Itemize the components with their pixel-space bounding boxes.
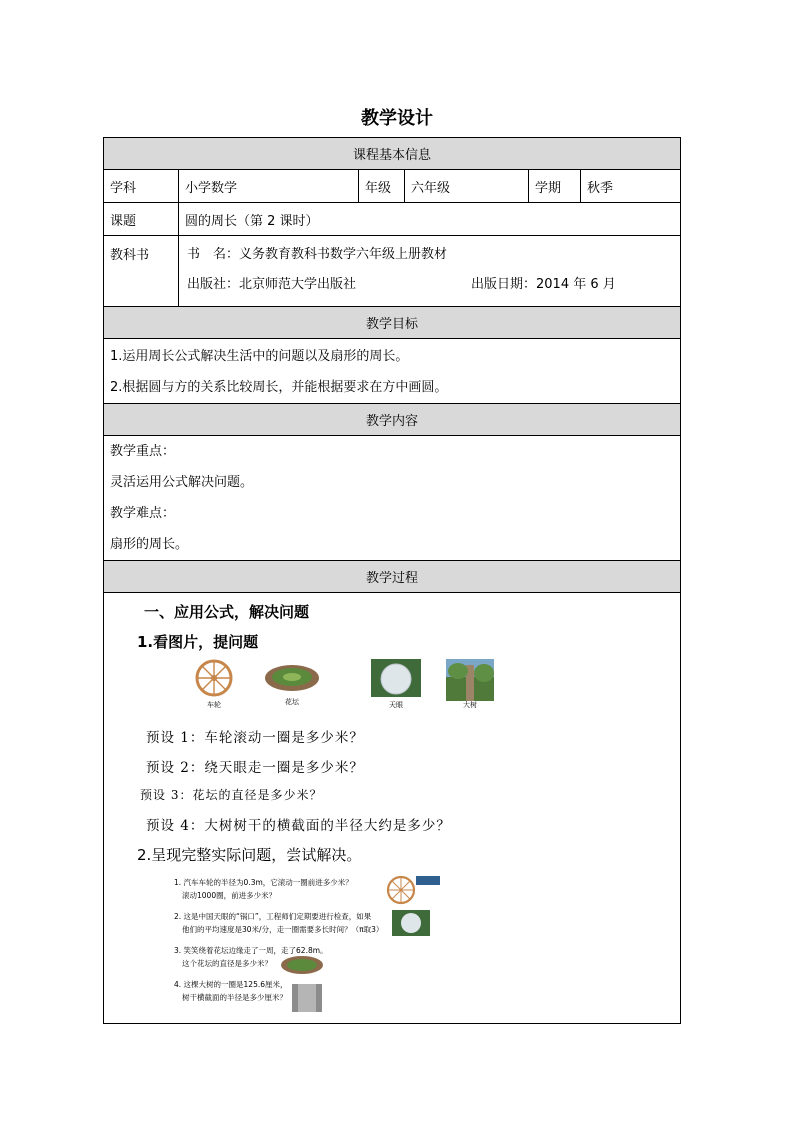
- page-title: 教学设计: [361, 108, 433, 129]
- difficulty-label: 教学难点：: [110, 506, 176, 521]
- caption-tree: 大树: [463, 701, 477, 709]
- grade-value: 六年级: [405, 170, 529, 203]
- topic-value: 圆的周长（第 2 课时）: [179, 203, 681, 236]
- textbook-info: [179, 236, 681, 307]
- wheel-icon: [194, 658, 234, 698]
- section-heading: 一、应用公式，解决问题: [144, 603, 310, 621]
- textbook-label: 教科书: [104, 236, 179, 307]
- textbook-name: 书 名：义务教育教科书数学六年级上册教材: [187, 247, 448, 262]
- problem-line: 2. 这是中国天眼的“锅口”，工程师们定期要进行检查，如果: [174, 912, 372, 921]
- key-point-label: 教学重点：: [110, 444, 176, 459]
- problem-line: 1. 汽车车轮的半径为0.3m，它滚动一圈前进多少米？: [174, 878, 353, 887]
- publish-date: 出版日期：2014 年 6 月: [471, 277, 616, 292]
- problem-line: 滚动1000圈，前进多少米？: [182, 891, 277, 900]
- term-value: 秋季: [581, 170, 681, 203]
- caption-flower-bed: 花坛: [285, 698, 299, 706]
- content-body: [104, 436, 681, 561]
- lesson-plan-table: [103, 137, 681, 1024]
- subject-value: 小学数学: [179, 170, 359, 203]
- grade-label: 年级: [359, 170, 405, 203]
- problem-line: 3. 笑笑绕着花坛边缘走了一周，走了62.8m。: [174, 946, 328, 955]
- difficulty: 扇形的周长。: [110, 537, 189, 552]
- problem-telescope-icon: [392, 910, 430, 936]
- flower-bed-icon: [264, 663, 320, 693]
- key-point: 灵活运用公式解决问题。: [110, 475, 254, 490]
- question-4: 预设 4：大树树干的横截面的半径大约是多少？: [146, 818, 451, 834]
- subject-label: 学科: [104, 170, 179, 203]
- problem-line: 树干横截面的半径是多少厘米？: [182, 993, 287, 1002]
- problem-line: 这个花坛的直径是多少米？: [182, 959, 272, 968]
- publisher: 出版社：北京师范大学出版社: [187, 277, 357, 292]
- goals-body: [104, 339, 681, 404]
- content-header: 教学内容: [104, 404, 681, 436]
- step-2-heading: 2.呈现完整实际问题，尝试解决。: [137, 846, 362, 864]
- caption-wheel: 车轮: [207, 701, 221, 709]
- process-header: 教学过程: [104, 561, 681, 593]
- caption-telescope: 天眼: [389, 701, 403, 709]
- tree-icon: [446, 659, 494, 701]
- problem-flower-bed-icon: [280, 955, 324, 975]
- problem-line: 他们的平均速度是30米/分，走一圈需要多长时间？（π取3）: [182, 925, 384, 934]
- question-1: 预设 1：车轮滚动一圈是多少米？: [146, 730, 364, 746]
- problem-line: 4. 这棵大树的一圈是125.6厘米，: [174, 980, 288, 989]
- topic-label: 课题: [104, 203, 179, 236]
- basic-info-header: 课程基本信息: [104, 138, 681, 170]
- step-heading: 1.看图片，提问题: [137, 633, 259, 651]
- goal-item: 1.运用周长公式解决生活中的问题以及扇形的周长。: [110, 349, 409, 364]
- term-label: 学期: [529, 170, 581, 203]
- question-2: 预设 2：绕天眼走一圈是多少米？: [146, 760, 364, 776]
- goals-header: 教学目标: [104, 307, 681, 339]
- problem-wheel-icon: [386, 874, 440, 906]
- goal-item: 2.根据圆与方的关系比较周长，并能根据要求在方中画圆。: [110, 380, 448, 395]
- question-3: 预设 3：花坛的直径是多少米？: [140, 788, 323, 802]
- process-body: [104, 593, 681, 1024]
- problem-tree-icon: [292, 984, 322, 1012]
- telescope-icon: [371, 659, 421, 697]
